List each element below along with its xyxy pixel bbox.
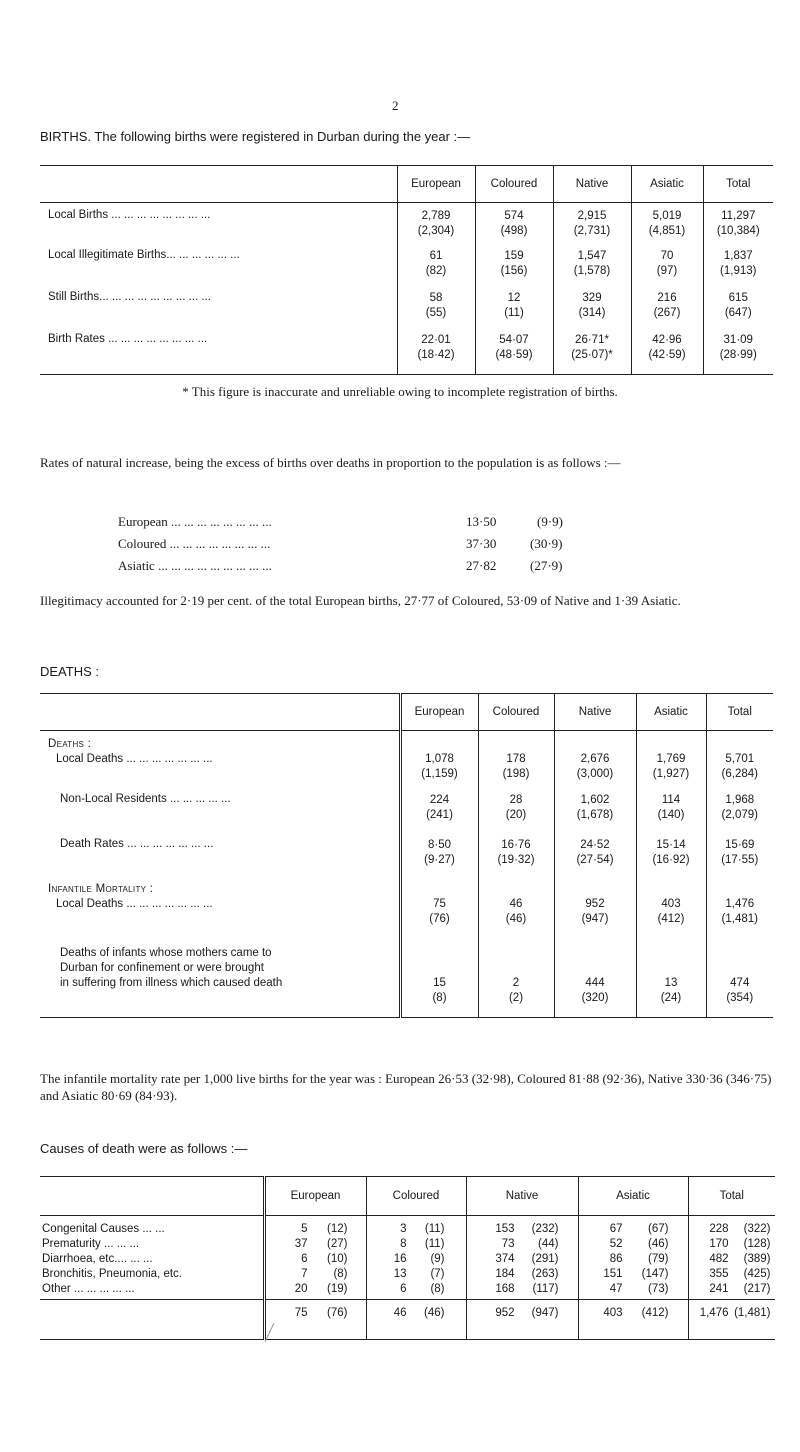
table-row: Local Births ... ... ... ... ... ... ... ... 2,789 (2,304) 574 (498) 2,915 (2,731) 5,019 (4,851) 11,297 (10,384)	[40, 203, 773, 249]
row-label: Non-Local Residents ... ... ... ... ...	[40, 793, 400, 838]
deaths-table	[40, 693, 773, 1018]
col-coloured: Coloured	[478, 694, 554, 731]
row-label: Deaths of infants whose mothers came to	[60, 946, 272, 959]
section-deaths: Deaths :	[48, 738, 92, 750]
col-total: Total	[719, 1190, 744, 1202]
illegitimacy-text: Illegitimacy accounted for 2·19 per cent. of the total European births, 27·77 of Coloured, 53·09 of Native and 1·39 Asiatic.	[40, 593, 681, 608]
col-native: Native	[553, 166, 631, 203]
deaths-heading: DEATHS :	[40, 664, 99, 679]
col-asiatic: Asiatic	[636, 694, 706, 731]
list-item: Coloured ... ... ... ... ... ... ... ... 37·30 (30·9)	[118, 536, 563, 551]
row-label: Congenital Causes ... ...	[42, 1223, 165, 1235]
col-total: Total	[727, 706, 752, 718]
row-label: Death Rates ... ... ... ... ... ... ...	[40, 838, 400, 882]
table-row: Still Births... ... ... ... ... ... ... ... ... 58 (55) 12 (11) 329 (314) 216 (267) 615 (647)	[40, 291, 773, 333]
births-footnote: * This figure is inaccurate and unreliable owing to incomplete registration of births.	[182, 384, 618, 399]
page-number: 2	[392, 98, 399, 113]
births-intro: BIRTHS. The following births were registered in Durban during the year :—	[40, 129, 471, 144]
col-native: Native	[554, 694, 636, 731]
totals-row: 75 (76) 46 (46) 952 (947) 403 (412) 1,476 (1,481)	[40, 1300, 775, 1340]
col-european: European	[400, 694, 478, 731]
section-infant-mortality: Infantile Mortality :	[48, 882, 154, 895]
row-label: Other ... ... ... ... ...	[42, 1283, 135, 1295]
row-label: Local Deaths ... ... ... ... ... ... ...	[56, 897, 213, 910]
causes-intro: Causes of death were as follows :—	[40, 1141, 248, 1156]
row-label: Durban for confinement or were brought	[60, 961, 264, 974]
table-row: Non-Local Residents ... ... ... ... ... 224 (241) 28 (20) 1,602 (1,678) 114 (140) 1,968 (2,079)	[40, 793, 773, 838]
row-label: Bronchitis, Pneumonia, etc.	[42, 1268, 182, 1280]
row-label: Diarrhoea, etc.... ... ...	[42, 1253, 153, 1265]
causes-table	[40, 1176, 775, 1340]
births-table	[40, 165, 773, 375]
list-item: European ... ... ... ... ... ... ... ... 13·50 (9·9)	[118, 514, 563, 529]
col-european: European	[397, 166, 475, 203]
table-row: Deaths : Local Deaths ... ... ... ... ... ... ... 1,078 (1,159) 178 (198) 2,676 (3,000) 1,769 (1,927) 5,701 (6,284)	[40, 731, 773, 793]
table-row: Local Illegitimate Births... ... ... ... ... ... 61 (82) 159 (156) 1,547 (1,578) 70 (97) 1,837 (1,913)	[40, 249, 773, 291]
table-row: Deaths of infants whose mothers came to Durban for confinement or were brought in suffering from illness which caused death 15 (8) 2 (2) 444 (320) 13 (24) 474 (354)	[40, 942, 773, 1018]
list-item: Asiatic ... ... ... ... ... ... ... ... ... 27·82 (27·9)	[118, 558, 563, 573]
row-label: Local Illegitimate Births... ... ... ... ... ...	[40, 249, 397, 291]
col-coloured: Coloured	[475, 166, 553, 203]
row-label: Prematurity ... ... ...	[42, 1238, 140, 1250]
table-row: Infantile Mortality : Local Deaths ... ... ... ... ... ... ... 75 (76) 46 (46) 952 (947) 403 (412) 1,476 (1,481)	[40, 882, 773, 942]
table-row: Death Rates ... ... ... ... ... ... ... 8·50 (9·27) 16·76 (19·32) 24·52 (27·54) 15·14 (16·92) 15·69 (17·55)	[40, 838, 773, 882]
natural-increase-intro: Rates of natural increase, being the excess of births over deaths in proportion to the population is as follows :—	[40, 455, 621, 470]
table-rows-block: Congenital Causes ... ... Prematurity ... ... ... Diarrhoea, etc.... ... ... Bronchitis, Pneumonia, etc. Other ... ... ... ... ... 5 (12) 37 (27) 6 (10) 7 (8) 20 (19) 3 (11) 8 (11) 16 (9) 13 (7) 6 (8) 153 (232) 73 (44) 374 (291) 184 (263) 168 (117) 67 (67) 52 (46) 86 (79) 151 (147) 47 (73) 228 (322) 170 (128) 482 (389) 355 (425) 241 (217)	[40, 1216, 775, 1300]
row-label: in suffering from illness which caused death	[60, 976, 283, 989]
table-row: Birth Rates ... ... ... ... ... ... ... ... 22·01 (18·42) 54·07 (48·59) 26·71* (25·07)* 42·96 (42·59) 31·09 (28·99)	[40, 333, 773, 375]
col-native: Native	[466, 1177, 578, 1216]
infant-mortality-rate-text: The infantile mortality rate per 1,000 live births for the year was : European 26·53 (32·98), Coloured 81·88 (92·36), Native 330·36 (346·75) and Asiatic 80·69 (84·93).	[40, 1071, 772, 1103]
col-european: European	[264, 1177, 366, 1216]
pencil-mark-icon	[262, 1322, 276, 1344]
row-label: Still Births... ... ... ... ... ... ... ... ...	[40, 291, 397, 333]
col-coloured: Coloured	[366, 1177, 466, 1216]
row-label: Local Deaths ... ... ... ... ... ... ...	[56, 753, 213, 765]
col-asiatic: Asiatic	[631, 166, 703, 203]
col-asiatic: Asiatic	[578, 1177, 688, 1216]
row-label: Birth Rates ... ... ... ... ... ... ... ...	[40, 333, 397, 375]
row-label: Local Births ... ... ... ... ... ... ... ...	[40, 203, 397, 249]
col-total: Total	[726, 178, 751, 190]
